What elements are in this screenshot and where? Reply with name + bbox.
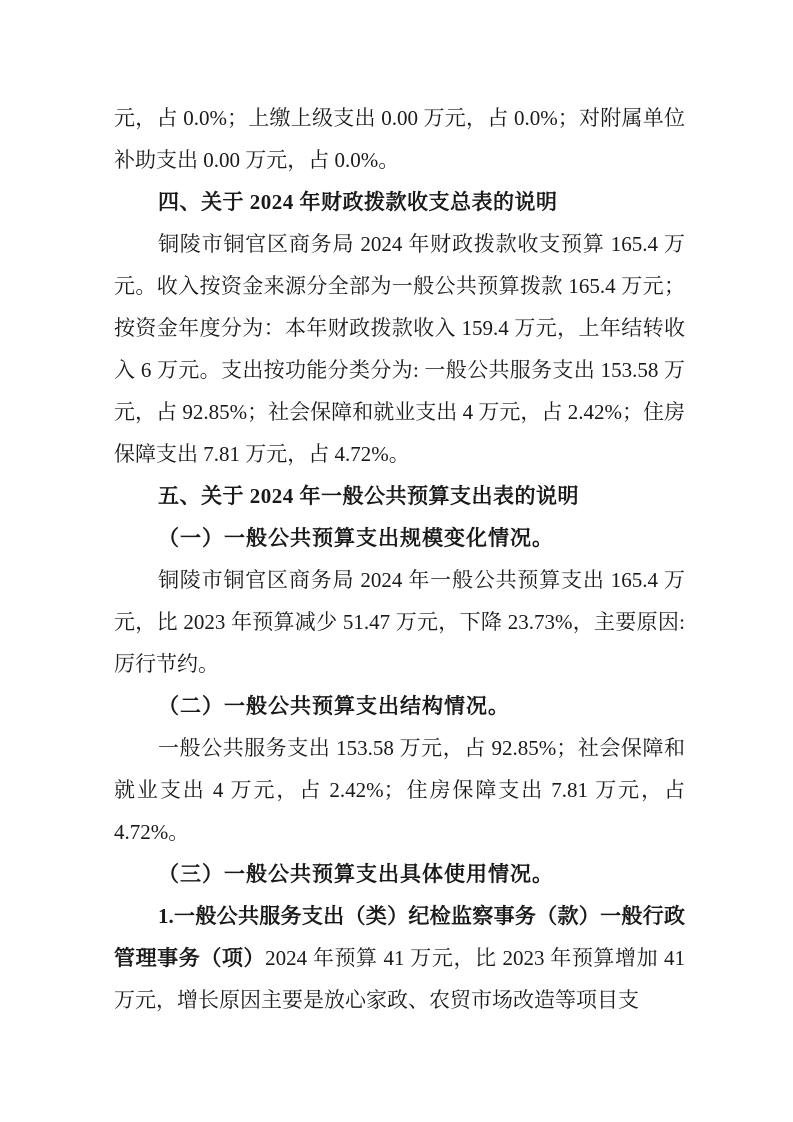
section-heading-four: 四、关于 2024 年财政拨款收支总表的说明 xyxy=(158,190,558,214)
item-1-title: 1.一般公共服务支出（类）纪检监察事务（款）一般行政管理事务（项） xyxy=(114,904,685,970)
paragraph-fiscal-appropriation-summary: 铜陵市铜官区商务局 2024 年财政拨款收支预算 165.4 万元。收入按资金来源分全部为一般公共预算拨款 165.4 万元；按资金年度分为：本年财政拨款收入 159.4 万元，上年结转收入 6 万元。支出按功能分类分为: 一般公共服务支出 153.58 万元，占 92.85%；社会保障和就业支出 4 万元，占 2.42%；住房保障支出 7.81 万元，占 4.72%。 xyxy=(114,232,685,466)
paragraph-expenditure-scale-change: 铜陵市铜官区商务局 2024 年一般公共预算支出 165.4 万元，比 2023 年预算减少 51.47 万元，下降 23.73%，主要原因: 厉行节约。 xyxy=(114,568,685,676)
section-heading-five: 五、关于 2024 年一般公共预算支出表的说明 xyxy=(158,484,579,508)
subsection-heading-three: （三）一般公共预算支出具体使用情况。 xyxy=(158,862,554,886)
subsection-heading-one: （一）一般公共预算支出规模变化情况。 xyxy=(158,526,554,550)
paragraph-expenditure-structure: 一般公共服务支出 153.58 万元，占 92.85%；社会保障和就业支出 4 万元，占 2.42%；住房保障支出 7.81 万元，占 4.72%。 xyxy=(114,736,685,844)
paragraph-carryover: 元，占 0.0%；上缴上级支出 0.00 万元，占 0.0%；对附属单位补助支出 0.00 万元，占 0.0%。 xyxy=(114,106,685,172)
paragraph-item-1 xyxy=(114,895,685,1021)
item-1-body: 2024 年预算 41 万元，比 2023 年预算增加 41 万元，增长原因主要是放心家政、农贸市场改造等项目支 xyxy=(114,946,686,1012)
subsection-heading-two: （二）一般公共预算支出结构情况。 xyxy=(158,694,510,718)
